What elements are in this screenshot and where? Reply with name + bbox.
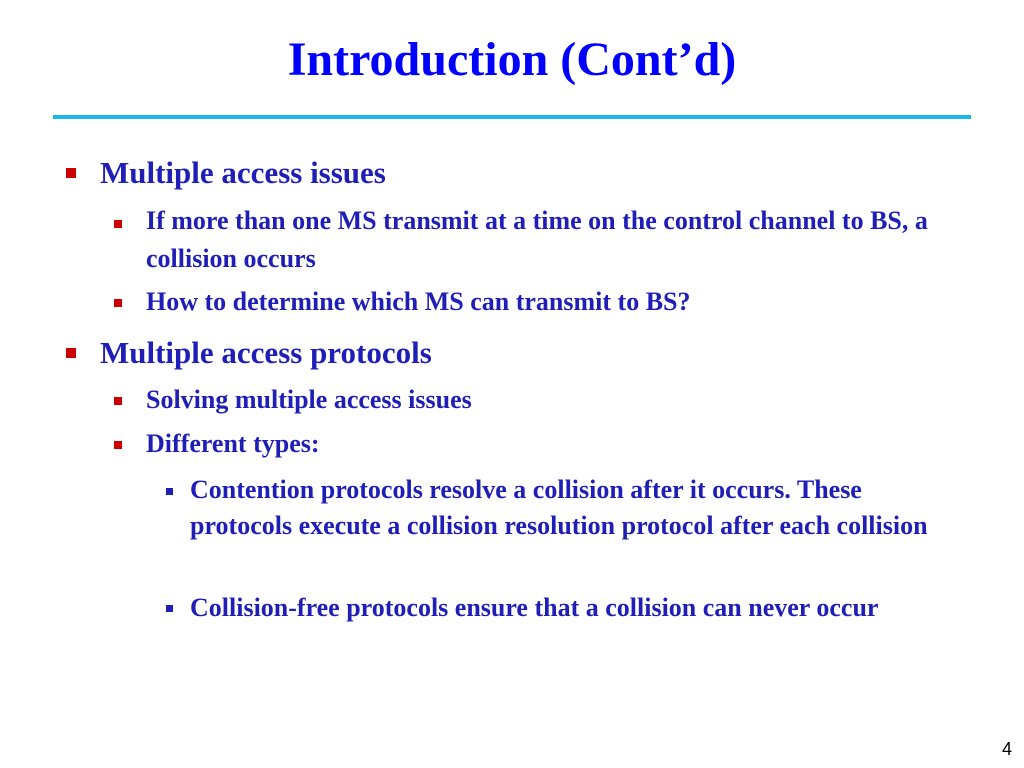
bullet-square-icon (114, 299, 122, 307)
bullet-text-level2: If more than one MS transmit at a time on the control channel to BS, a collision occurs (146, 206, 928, 273)
bullet-text-level2: How to determine which MS can transmit to BS? (146, 287, 691, 316)
bullet-square-icon (66, 168, 76, 178)
page-number: 4 (1001, 739, 1012, 759)
slide-title: Introduction (Cont’d) (287, 33, 737, 86)
bullet-text-level1: Multiple access issues (100, 155, 386, 190)
bullet-square-icon (114, 220, 122, 228)
bullet-square-icon (166, 605, 173, 612)
bullet-square-icon (114, 397, 122, 405)
bullet-square-icon (166, 488, 173, 495)
bullet-text-level2: Different types: (146, 429, 320, 458)
bullet-square-icon (66, 348, 76, 358)
bullet-square-icon (114, 441, 122, 449)
bullet-text-level2: Solving multiple access issues (146, 385, 472, 414)
bullet-text-level1: Multiple access protocols (100, 335, 432, 370)
bullet-text-level3: Collision-free protocols ensure that a collision can never occur (190, 593, 879, 622)
bullet-text-level3: Contention protocols resolve a collision after it occurs. These protocols execute a collision resolution protocol after each collision (190, 475, 928, 540)
